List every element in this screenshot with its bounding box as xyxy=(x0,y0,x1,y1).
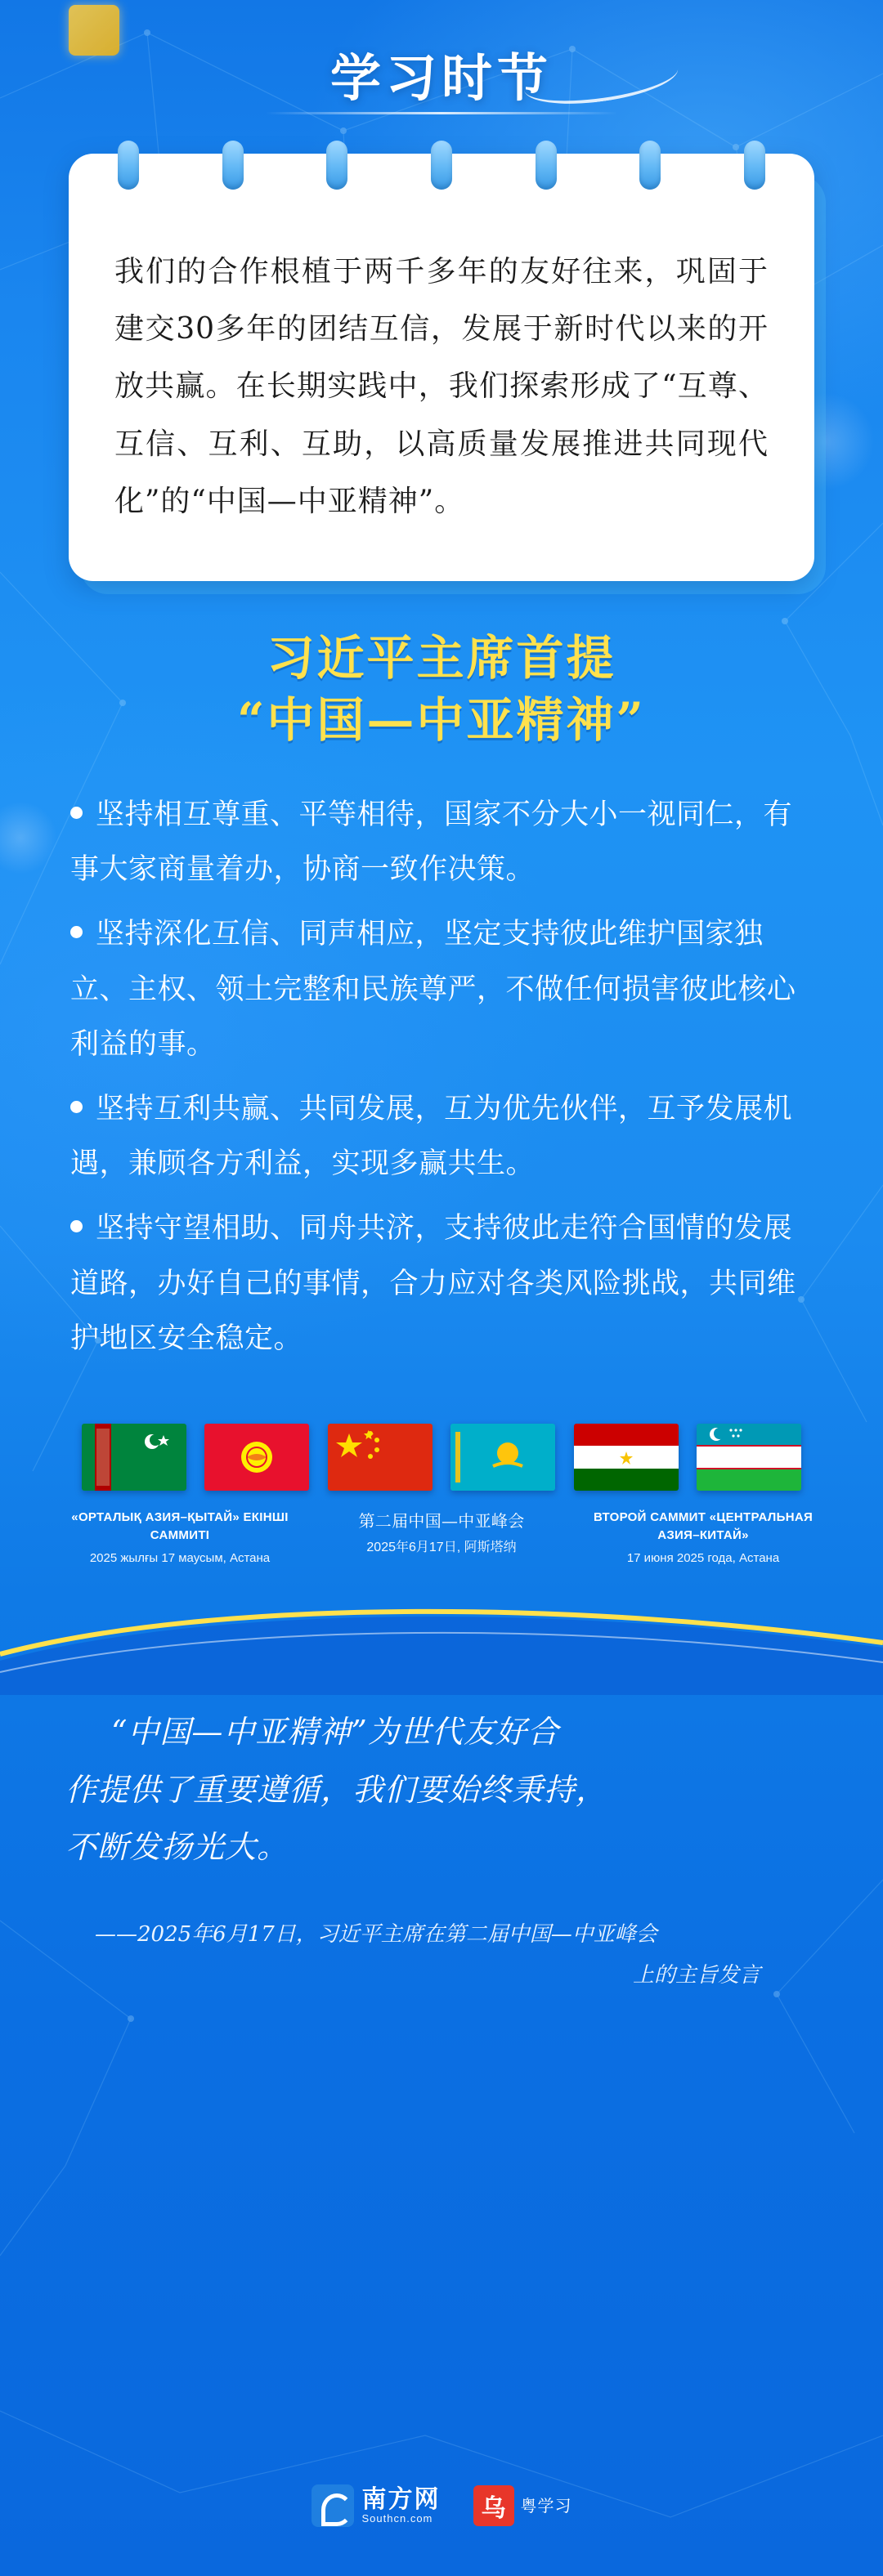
caption-chinese xyxy=(319,1509,564,1558)
spirit-section xyxy=(57,627,826,1366)
caption-russian xyxy=(580,1509,826,1568)
notebook-ring-icon xyxy=(431,141,452,190)
wave-divider xyxy=(0,1597,883,1695)
notebook-ring-icon xyxy=(639,141,661,190)
list-item-text: 坚持互利共赢、共同发展，互为优先伙伴，互予发展机遇，兼顾各方利益，实现多赢共生。 xyxy=(70,1092,793,1181)
red-seal-icon xyxy=(69,5,119,56)
caption-kazakh xyxy=(57,1509,303,1568)
glow-decoration xyxy=(0,801,57,874)
list-item-text: 坚持守望相助、同舟共济，支持彼此走符合国情的发展道路，办好自己的事情，合力应对各类风险挑战，共同维护地区安全稳定。 xyxy=(70,1212,796,1355)
yuexuexi-logo-icon: 乌 xyxy=(473,2485,514,2526)
kyrgyzstan-flag xyxy=(204,1424,309,1491)
caption-subtitle: 2025年6月17日, 阿斯塔纳 xyxy=(366,1540,517,1554)
flags-row xyxy=(82,1424,801,1491)
spirit-title xyxy=(57,627,826,752)
caption-title: ВТОРОЙ САММИТ «ЦЕНТРАЛЬНАЯ АЗИЯ–КИТАЙ» xyxy=(593,1509,814,1543)
uzbekistan-flag xyxy=(697,1424,801,1491)
footer-logos xyxy=(0,2484,883,2527)
southcn-logo[interactable] xyxy=(312,2484,441,2527)
quote-text: 我们的合作根植于两千多年的友好往来，巩固于建交30多年的团结互信，发展于新时代以来的开放共赢。在长期实践中，我们探索形成了“互尊、互信、互利、互助，以高质量发展推进共同现代化”的“中国—中亚精神”。 xyxy=(114,255,769,518)
notebook-ring-icon xyxy=(326,141,347,190)
summit-captions xyxy=(57,1509,826,1568)
caption-subtitle: 2025 жылғы 17 маусым, Астана xyxy=(89,1550,271,1565)
notebook-rings xyxy=(118,141,765,190)
closing-line-1: “中国—中亚精神”为世代友好合 xyxy=(111,1714,559,1751)
bullet-dot-icon xyxy=(70,807,83,819)
caption-title: «ОРТАЛЫҚ АЗИЯ–ҚЫТАЙ» ЕКІНШІ САММИТІ xyxy=(71,1509,289,1543)
page-header xyxy=(0,0,883,147)
yuexuexi-name: 粤学习 xyxy=(520,2495,572,2516)
yuexuexi-logo[interactable] xyxy=(473,2485,572,2526)
quote-source xyxy=(65,1915,818,1996)
bullet-dot-icon xyxy=(70,926,83,938)
closing-quote xyxy=(65,1703,818,1876)
bullet-dot-icon xyxy=(70,1220,83,1232)
quote-source-line-1: ——2025年6月17日，习近平主席在第二届中国—中亚峰会 xyxy=(95,1922,657,1948)
notebook-ring-icon xyxy=(118,141,139,190)
list-item xyxy=(70,1082,813,1192)
page-title: 学习时节 xyxy=(329,47,553,108)
header-underline-decoration xyxy=(266,112,617,114)
list-item-text: 坚持深化互信、同声相应，坚定支持彼此维护国家独立、主权、领土完整和民族尊严，不做任何损害彼此核心利益的事。 xyxy=(70,918,796,1061)
spirit-points-list xyxy=(70,788,813,1366)
southcn-logo-icon xyxy=(312,2484,354,2527)
closing-line-2: 作提供了重要遵循，我们要始终秉持， xyxy=(65,1771,608,1808)
list-item xyxy=(70,788,813,897)
quote-source-line-2: 上的主旨发言 xyxy=(632,1962,760,1988)
wave-divider-shape xyxy=(0,1597,883,1695)
southcn-domain: Southcn.com xyxy=(361,2511,433,2525)
notebook-ring-icon xyxy=(222,141,244,190)
bullet-dot-icon xyxy=(70,1101,83,1113)
notebook-ring-icon xyxy=(744,141,765,190)
list-item xyxy=(70,907,813,1072)
notebook-ring-icon xyxy=(536,141,557,190)
southcn-name: 南方网 xyxy=(361,2485,441,2515)
tajikistan-flag xyxy=(574,1424,679,1491)
quote-card-wrapper xyxy=(69,154,814,581)
list-item-text: 坚持相互尊重、平等相待，国家不分大小一视同仁，有事大家商量着办，协商一致作决策。 xyxy=(70,798,793,887)
caption-subtitle: 17 июня 2025 года, Астана xyxy=(626,1550,780,1565)
caption-title: 第二届中国—中亚峰会 xyxy=(358,1510,525,1531)
spirit-title-line2: “中国—中亚精神” xyxy=(237,692,646,749)
kazakhstan-flag xyxy=(450,1424,555,1491)
turkmenistan-flag xyxy=(82,1424,186,1491)
quote-card xyxy=(69,154,814,581)
china-flag xyxy=(328,1424,433,1491)
closing-line-3: 不断发扬光大。 xyxy=(65,1829,289,1865)
list-item xyxy=(70,1201,813,1366)
spirit-title-line1: 习近平主席首提 xyxy=(267,629,616,686)
